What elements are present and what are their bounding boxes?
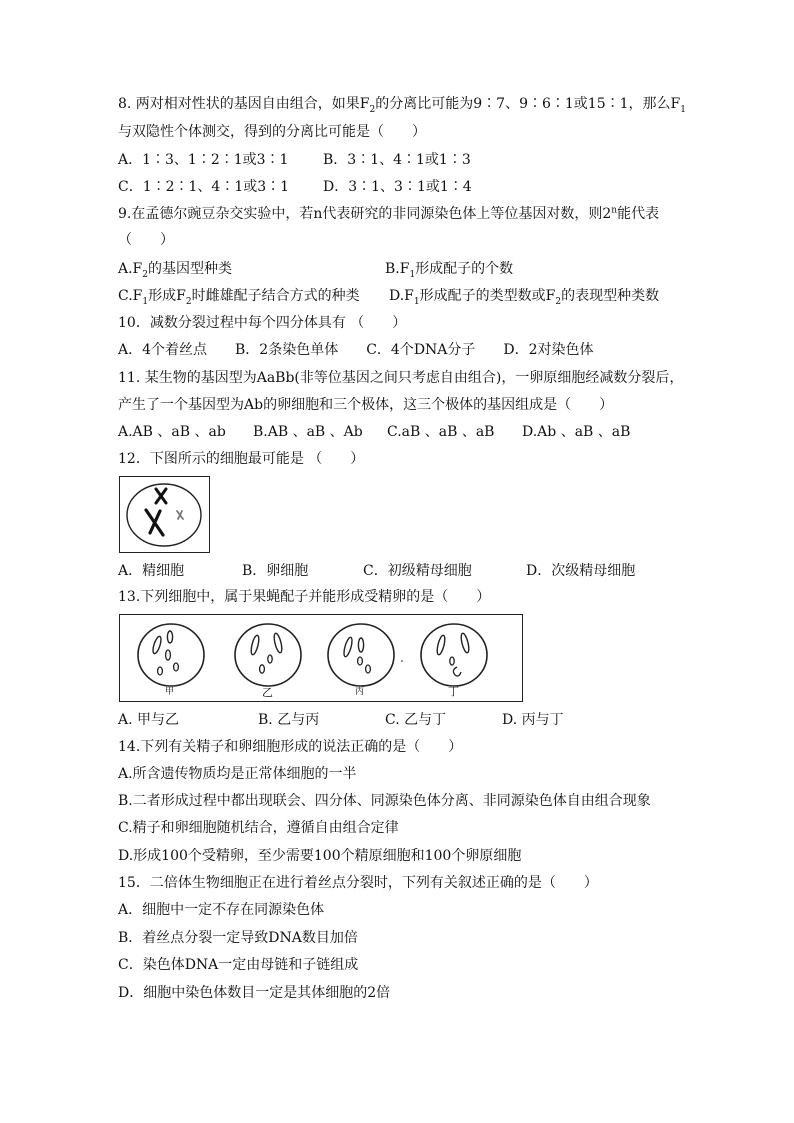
q9-c-sub1: 1 (142, 296, 149, 307)
q8-stem-part2: 的分离比可能为9∶7、9∶6∶1或15∶1，那么F (375, 96, 681, 112)
q11-stem-line2: 产生了一个基因型为Ab的卵细胞和三个极体，这三个极体的基因组成是（ ） (118, 397, 614, 413)
q13-cells-figure (119, 614, 523, 702)
q15-option-a: A．细胞中一定不存在同源染色体 (118, 902, 325, 918)
q14-option-a: A.所含遗传物质均是正常体细胞的一半 (118, 766, 357, 782)
q9-stem-line1 (118, 205, 659, 223)
q9-b-pre: B.F (385, 261, 410, 277)
q15-option-d: D．细胞中染色体数目一定是其体细胞的2倍 (118, 985, 391, 1001)
q8-stem-part1: 8. 两对相对性状的基因自由组合，如果F (118, 96, 370, 112)
q8-option-d: D．3∶1、3∶1或1∶4 (323, 179, 472, 195)
q12-option-a: A．精细胞 (118, 563, 185, 579)
q10-stem: 10．减数分裂过程中每个四分体具有 （ ） (118, 315, 407, 331)
q12-option-c: C．初级精母细胞 (363, 563, 472, 579)
q8-stem-line1 (118, 95, 686, 113)
q15-option-b: B．着丝点分裂一定导致DNA数目加倍 (118, 930, 358, 946)
q8-option-a: A．1∶3、1∶2∶1或3∶1 (118, 152, 289, 168)
q13-option-b: B. 乙与丙 (258, 712, 320, 728)
q9-option-d (389, 287, 659, 305)
q11-option-a: A.AB 、aB 、ab (118, 424, 226, 440)
q12-stem: 12．下图所示的细胞最可能是 （ ） (118, 451, 365, 467)
q12-option-d: D．次级精母细胞 (526, 563, 636, 579)
q9-d-post: 的表现型种类数 (561, 288, 660, 304)
q9-option-b (385, 260, 513, 278)
q9-c-mid: 形成F (148, 288, 186, 304)
q8-sub-2: 2 (369, 104, 376, 115)
q13-label-jia: 甲 (165, 687, 175, 697)
q9-a-sub: 2 (142, 269, 149, 280)
q13-label-yi: 乙 (262, 686, 273, 699)
q9-d-sub1: 1 (413, 296, 420, 307)
q10-options: A．4个着丝点 B．2条染色单体 C．4个DNA分子 D．2对染色体 (118, 342, 594, 358)
q14-option-d: D.形成100个受精卵，至少需要100个精原细胞和100个卵原细胞 (118, 848, 522, 864)
q9-b-post: 形成配子的个数 (415, 261, 514, 277)
q9-d-sub2: 2 (555, 296, 562, 307)
q9-sup-n: n (611, 205, 618, 216)
q11-stem-line1: 11. 某生物的基因型为AaBb(非等位基因之间只考虑自由组合)，一卵原细胞经减数分裂后， (118, 370, 684, 386)
q8-stem-line2: 与双隐性个体测交，得到的分离比可能是（ ） (118, 124, 426, 140)
q14-option-b: B.二者形成过程中都出现联会、四分体、同源染色体分离、非同源染色体自由组合现象 (118, 793, 651, 809)
q15-stem: 15．二倍体生物细胞正在进行着丝点分裂时，下列有关叙述正确的是（ ） (118, 875, 598, 891)
q11-option-d: D.Ab 、aB 、aB (522, 424, 631, 440)
q11-option-c: C.aB 、aB 、aB (387, 424, 495, 440)
q13-cell-bing (328, 624, 403, 686)
q14-stem: 14.下列有关精子和卵细胞形成的说法正确的是（ ） (118, 739, 463, 755)
q13-option-c: C. 乙与丁 (385, 712, 447, 728)
q11-option-b: B.AB 、aB 、Ab (253, 424, 363, 440)
q9-c-pre: C.F (118, 288, 143, 304)
q9-stem-part1: 9.在孟德尔豌豆杂交实验中，若n代表研究的非同源染色体上等位基因对数，则2 (118, 206, 612, 222)
q13-option-d: D. 丙与丁 (502, 712, 564, 728)
q12-cell-figure (119, 476, 210, 553)
q12-cell-drawing (120, 477, 209, 552)
q13-option-a: A. 甲与乙 (118, 712, 180, 728)
q13-cell-yi (235, 624, 301, 686)
q13-label-bing: 丙 (355, 687, 365, 697)
q9-d-pre: D.F (389, 288, 414, 304)
q14-option-c: C.精子和卵细胞随机结合，遵循自由组合定律 (118, 820, 399, 836)
q9-d-mid: 形成配子的类型数或F (419, 288, 556, 304)
q13-label-ding: 丁 (448, 685, 459, 698)
q13-stem: 13.下列细胞中，属于果蝇配子并能形成受精卵的是（ ） (118, 589, 491, 605)
q15-option-c: C．染色体DNA一定由母链和子链组成 (118, 957, 359, 973)
q13-cell-ding (421, 624, 487, 686)
q9-stem-line2: （ ） (118, 232, 174, 248)
q9-stem-part2: 能代表 (617, 206, 660, 222)
q13-cell-jia (138, 624, 204, 686)
q13-cells-drawing (120, 615, 522, 701)
q9-a-pre: A.F (118, 261, 143, 277)
q8-option-b: B．3∶1、4∶1或1∶3 (323, 152, 471, 168)
q9-b-sub: 1 (409, 269, 416, 280)
q9-c-sub2: 2 (185, 296, 192, 307)
q9-option-c (118, 287, 360, 305)
q9-option-a (118, 260, 232, 278)
q9-a-post: 的基因型种类 (148, 261, 233, 277)
q9-c-post: 时雌雄配子结合方式的种类 (191, 288, 360, 304)
q8-sub-1: 1 (680, 104, 686, 115)
q8-option-c: C．1∶2∶1、4∶1或3∶1 (118, 179, 290, 195)
q12-option-b: B．卵细胞 (242, 563, 309, 579)
